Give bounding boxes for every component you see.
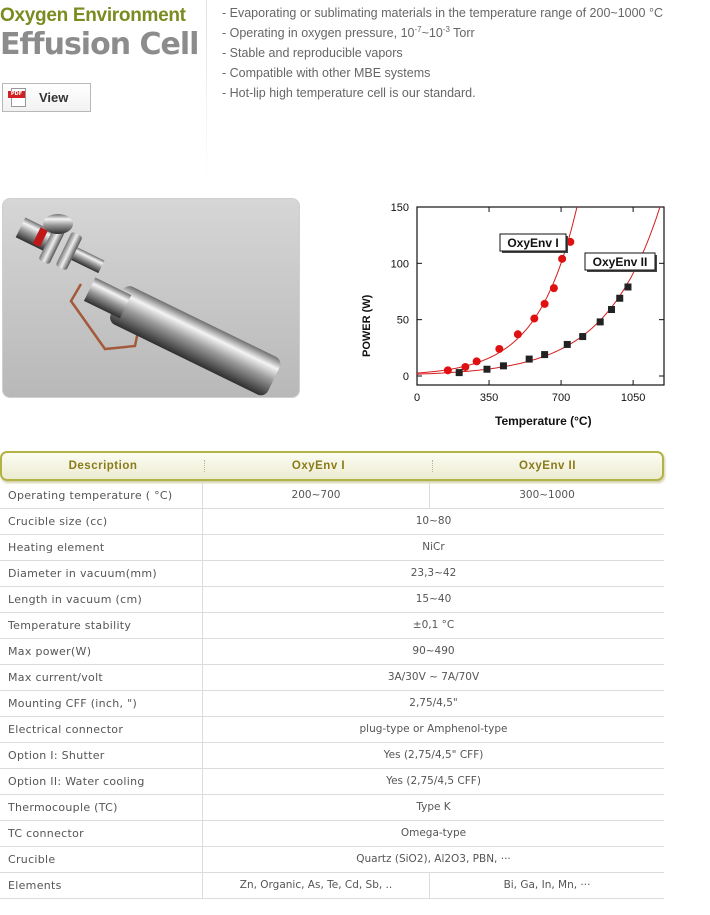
page-subtitle: Effusion Cell xyxy=(0,27,199,62)
view-pdf-button[interactable] xyxy=(2,83,91,112)
data-point-oxyenv-1 xyxy=(550,284,558,292)
row-value-oxyenv-1: Zn, Organic, As, Te, Cd, Sb, .. xyxy=(203,873,430,898)
data-point-oxyenv-1 xyxy=(495,345,503,353)
vertical-divider xyxy=(206,0,207,185)
legend-label: OxyEnv I xyxy=(507,236,559,250)
data-point-oxyenv-1 xyxy=(444,366,452,374)
data-point-oxyenv-2 xyxy=(500,362,507,369)
row-label: Max power(W) xyxy=(0,639,203,664)
feature-item-pressure: - Operating in oxygen pressure, $10^{-7}\sim 10^{-3}$ Torr xyxy=(222,25,475,40)
row-value-shared: plug-type or Amphenol-type xyxy=(359,723,508,735)
row-label: Max current/volt xyxy=(0,665,203,690)
row-value-shared: NiCr xyxy=(422,541,445,553)
row-value-shared: 90~490 xyxy=(412,645,455,657)
header-oxyenv-2: OxyEnv II xyxy=(432,460,662,472)
table-row xyxy=(0,873,664,899)
header-description: Description xyxy=(68,460,138,472)
feature-item: - Evaporating or sublimating materials in the temperature range of 200~1000 °C xyxy=(222,6,664,20)
table-row xyxy=(0,535,664,561)
table-row xyxy=(0,769,664,795)
row-label: TC connector xyxy=(0,821,203,846)
feature-item: - Stable and reproducible vapors xyxy=(222,46,403,60)
table-row xyxy=(0,691,664,717)
row-value-shared: 2,75/4,5" xyxy=(409,697,458,709)
header-oxyenv-1: OxyEnv I xyxy=(204,460,432,472)
row-value-oxyenv-2: Bi, Ga, In, Mn, ··· xyxy=(503,879,591,891)
row-label: Option II: Water cooling xyxy=(0,769,203,794)
row-value-shared: Yes (2,75/4,5 CFF) xyxy=(386,775,481,787)
table-row xyxy=(0,795,664,821)
table-row xyxy=(0,509,664,535)
data-point-oxyenv-1 xyxy=(558,255,566,263)
data-point-oxyenv-1 xyxy=(530,315,538,323)
row-label: Option I: Shutter xyxy=(0,743,203,768)
feature-list xyxy=(222,3,663,103)
row-value-oxyenv-2: 300~1000 xyxy=(519,489,575,501)
legend-label: OxyEnv II xyxy=(592,255,648,269)
row-label: Crucible size (cc) xyxy=(0,509,203,534)
table-row xyxy=(0,821,664,847)
table-row xyxy=(0,665,664,691)
spec-table xyxy=(0,451,664,899)
row-value-shared: 3A/30V ~ 7A/70V xyxy=(387,671,480,683)
pdf-icon: PDF xyxy=(8,87,30,109)
data-point-oxyenv-2 xyxy=(579,333,586,340)
row-label: Thermocouple (TC) xyxy=(0,795,203,820)
x-axis-label: Temperature (°C) xyxy=(495,414,592,428)
y-tick-label: 0 xyxy=(402,370,409,383)
data-point-oxyenv-2 xyxy=(456,369,463,376)
data-point-oxyenv-1 xyxy=(541,300,549,308)
table-body xyxy=(0,483,664,899)
row-label: Diameter in vacuum(mm) xyxy=(0,561,203,586)
x-tick-label: 1050 xyxy=(620,392,646,404)
page-title: Oxygen Environment xyxy=(0,5,186,26)
table-row xyxy=(0,613,664,639)
data-point-oxyenv-2 xyxy=(526,356,533,363)
row-value-shared: Omega-type xyxy=(400,827,467,839)
table-row xyxy=(0,587,664,613)
x-tick-label: 350 xyxy=(479,392,499,404)
chart-svg xyxy=(340,195,680,435)
row-label: Temperature stability xyxy=(0,613,203,638)
row-label: Operating temperature ( °C) xyxy=(0,483,203,508)
row-label: Electrical connector xyxy=(0,717,203,742)
row-label: Length in vacuum (cm) xyxy=(0,587,203,612)
data-point-oxyenv-2 xyxy=(483,366,490,373)
x-tick-label: 0 xyxy=(413,392,421,404)
table-row xyxy=(0,743,664,769)
y-tick-label: 100 xyxy=(390,258,409,271)
data-point-oxyenv-2 xyxy=(564,341,571,348)
feature-item: - Compatible with other MBE systems xyxy=(222,66,431,80)
row-value-shared: Type K xyxy=(416,801,451,813)
table-row xyxy=(0,847,664,873)
row-label: Mounting CFF (inch, ") xyxy=(0,691,203,716)
title-block xyxy=(0,4,210,62)
view-label: View xyxy=(39,90,69,105)
data-point-oxyenv-2 xyxy=(616,295,623,302)
row-label: Heating element xyxy=(0,535,203,560)
row-value-shared: 23,3~42 xyxy=(410,567,457,579)
data-point-oxyenv-1 xyxy=(473,357,481,365)
data-point-oxyenv-2 xyxy=(624,283,631,290)
y-tick-label: 50 xyxy=(396,314,409,327)
table-row xyxy=(0,639,664,665)
y-axis-label: POWER (W) xyxy=(361,294,373,357)
row-value-shared: Quartz (SiO2), Al2O3, PBN, ··· xyxy=(356,853,511,865)
row-value-shared: ±0,1 °C xyxy=(412,619,455,631)
row-value-shared: 15~40 xyxy=(415,593,452,605)
row-value-shared: Yes (2,75/4,5" CFF) xyxy=(383,749,484,761)
table-row xyxy=(0,483,664,509)
data-point-oxyenv-2 xyxy=(541,351,548,358)
table-header xyxy=(0,451,664,481)
table-row xyxy=(0,561,664,587)
product-photo xyxy=(2,198,300,398)
data-point-oxyenv-2 xyxy=(608,306,615,313)
row-label: Elements xyxy=(0,873,203,898)
y-tick-label: 150 xyxy=(390,202,409,214)
row-value-oxyenv-1: 200~700 xyxy=(203,483,430,508)
data-point-oxyenv-1 xyxy=(514,330,522,338)
data-point-oxyenv-2 xyxy=(597,318,604,325)
table-row xyxy=(0,717,664,743)
x-tick-label: 700 xyxy=(551,392,571,404)
row-value-shared: 10~80 xyxy=(415,515,452,527)
feature-item: - Hot-lip high temperature cell is our standard. xyxy=(222,86,476,100)
power-temperature-chart xyxy=(340,195,680,435)
row-label: Crucible xyxy=(0,847,203,872)
